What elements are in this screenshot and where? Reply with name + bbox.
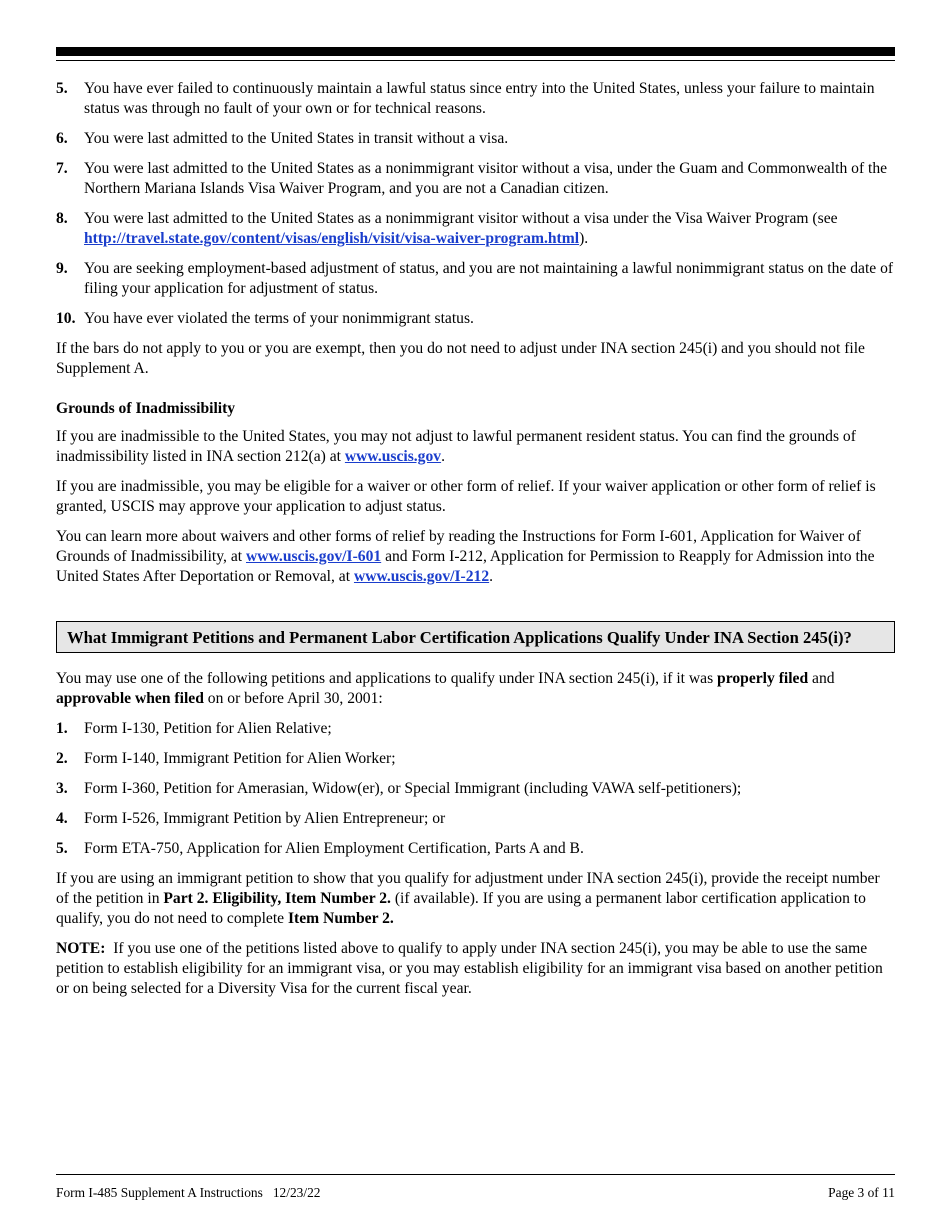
text-span: If you are inadmissible to the United States, you may not adjust to lawful permanent resident status. You can find the grounds of inadmissibility listed in INA section 212(a) at (56, 428, 856, 465)
footer (56, 1183, 895, 1203)
bars-paragraph: If the bars do not apply to you or you are exempt, then you do not need to adjust under INA section 245(i) and you should not file Supplement A. (56, 340, 865, 377)
item-number: 9. (56, 260, 68, 277)
grounds-paragraph-1 (56, 427, 895, 467)
text-span: If you are using an immigrant petition to show that you qualify for adjustment under INA section 245(i), provide the receipt number of the petition in (56, 870, 880, 907)
footer-page-number: Page 3 of 11 (828, 1185, 895, 1200)
list-item (56, 809, 895, 829)
grounds-paragraph-2: If you are inadmissible, you may be eligible for a waiver or other form of relief. If your waiver application or other form of relief is granted, USCIS may approve your application to adjust status. (56, 478, 876, 515)
item-text: You have ever violated the terms of your nonimmigrant status. (84, 310, 474, 327)
footer-rule (56, 1174, 895, 1175)
item-number: 8. (56, 210, 68, 227)
item-text-pre: You were last admitted to the United States as a nonimmigrant visitor without a visa under the Visa Waiver Program (see (84, 210, 838, 227)
item-text-post: ). (579, 230, 589, 247)
page-content (56, 79, 895, 1009)
item-number: 10. (56, 310, 76, 327)
item-text: You have ever failed to continuously maintain a lawful status since entry into the United States, unless your failure to maintain status was through no fault of your own or for technical reasons. (84, 80, 875, 117)
list-item (56, 129, 895, 149)
item-text: You were last admitted to the United States in transit without a visa. (84, 130, 509, 147)
list-item (56, 79, 895, 119)
bold-text: Item Number 2. (287, 910, 394, 927)
item-number: 6. (56, 130, 68, 147)
i601-link[interactable]: www.uscis.gov/I-601 (246, 548, 382, 565)
bold-text: Part 2. Eligibility, Item Number 2. (163, 890, 391, 907)
note-text: If you use one of the petitions listed above to qualify to apply under INA section 245(i), you may be able to use the same petition to establish eligibility for an immigrant visa, or you may establish eligibility for an immigrant visa based on another petition or on being selected for a Diversity Visa for the current fiscal year. (56, 940, 887, 997)
item-text: You were last admitted to the United States as a nonimmigrant visitor without a visa, under the Guam and Commonwealth of the Northern Mariana Islands Visa Waiver Program, and you are not a Canadian citizen. (84, 160, 888, 197)
list-item (56, 259, 895, 299)
bold-text: properly filed (717, 670, 809, 687)
note-label: NOTE: (56, 940, 106, 957)
top-rule-thick (56, 47, 895, 56)
list-item (56, 159, 895, 199)
list-item (56, 749, 895, 769)
item-text: You are seeking employment-based adjustment of status, and you are not maintaining a lawful nonimmigrant status on the date of filing your application for adjustment of status. (84, 260, 894, 297)
footer-form-info: Form I-485 Supplement A Instructions 12/23/22 (56, 1185, 321, 1200)
top-rule-thin (56, 60, 895, 61)
section-title-box: What Immigrant Petitions and Permanent Labor Certification Applications Qualify Under INA Section 245(i)? (56, 621, 895, 653)
item-text: Form I-360, Petition for Amerasian, Widow(er), or Special Immigrant (including VAWA self-petitioners); (84, 780, 742, 797)
item-number: 7. (56, 160, 68, 177)
item-number: 5. (56, 80, 68, 97)
text-span: on or before April 30, 2001: (203, 690, 383, 707)
item-text: Form I-130, Petition for Alien Relative; (84, 720, 332, 737)
text-span: . (489, 568, 494, 585)
list-item (56, 209, 895, 249)
item-number: 1. (56, 720, 68, 737)
list-item (56, 719, 895, 739)
item-number: 4. (56, 810, 68, 827)
qualify-intro (56, 669, 895, 709)
text-span: You can learn more about waivers and other forms of relief by reading the Instructions for Form I-601, Application for Waiver of Grounds of Inadmissibility, at (56, 528, 861, 565)
item-text (84, 209, 895, 249)
item-number: 2. (56, 750, 68, 767)
bold-text: approvable when filed (56, 690, 204, 707)
item-number: 5. (56, 840, 68, 857)
text-span: (if available). If you are using a permanent labor certification application to qualify, you do not need to complete (56, 890, 866, 927)
receipt-paragraph (56, 869, 895, 929)
visa-waiver-link[interactable]: http://travel.state.gov/content/visas/english/visit/visa-waiver-program.html (84, 230, 580, 247)
note-paragraph (56, 939, 895, 999)
i212-link[interactable]: www.uscis.gov/I-212 (353, 568, 490, 585)
grounds-paragraph-3 (56, 527, 895, 587)
text-span: and Form I-212, Application for Permission to Reapply for Admission into the United States After Deportation or Removal, at (56, 548, 875, 585)
item-text: Form I-526, Immigrant Petition by Alien Entrepreneur; or (84, 810, 446, 827)
text-span: You may use one of the following petitions and applications to qualify under INA section 245(i), if it was (56, 670, 718, 687)
item-text: Form I-140, Immigrant Petition for Alien Worker; (84, 750, 396, 767)
list-item (56, 839, 895, 859)
list-item (56, 309, 895, 329)
grounds-heading: Grounds of Inadmissibility (56, 400, 236, 417)
uscis-link[interactable]: www.uscis.gov (344, 448, 442, 465)
item-text: Form ETA-750, Application for Alien Employment Certification, Parts A and B. (84, 840, 584, 857)
text-span: . (441, 448, 445, 465)
item-number: 3. (56, 780, 68, 797)
list-item (56, 779, 895, 799)
text-span: and (808, 670, 835, 687)
